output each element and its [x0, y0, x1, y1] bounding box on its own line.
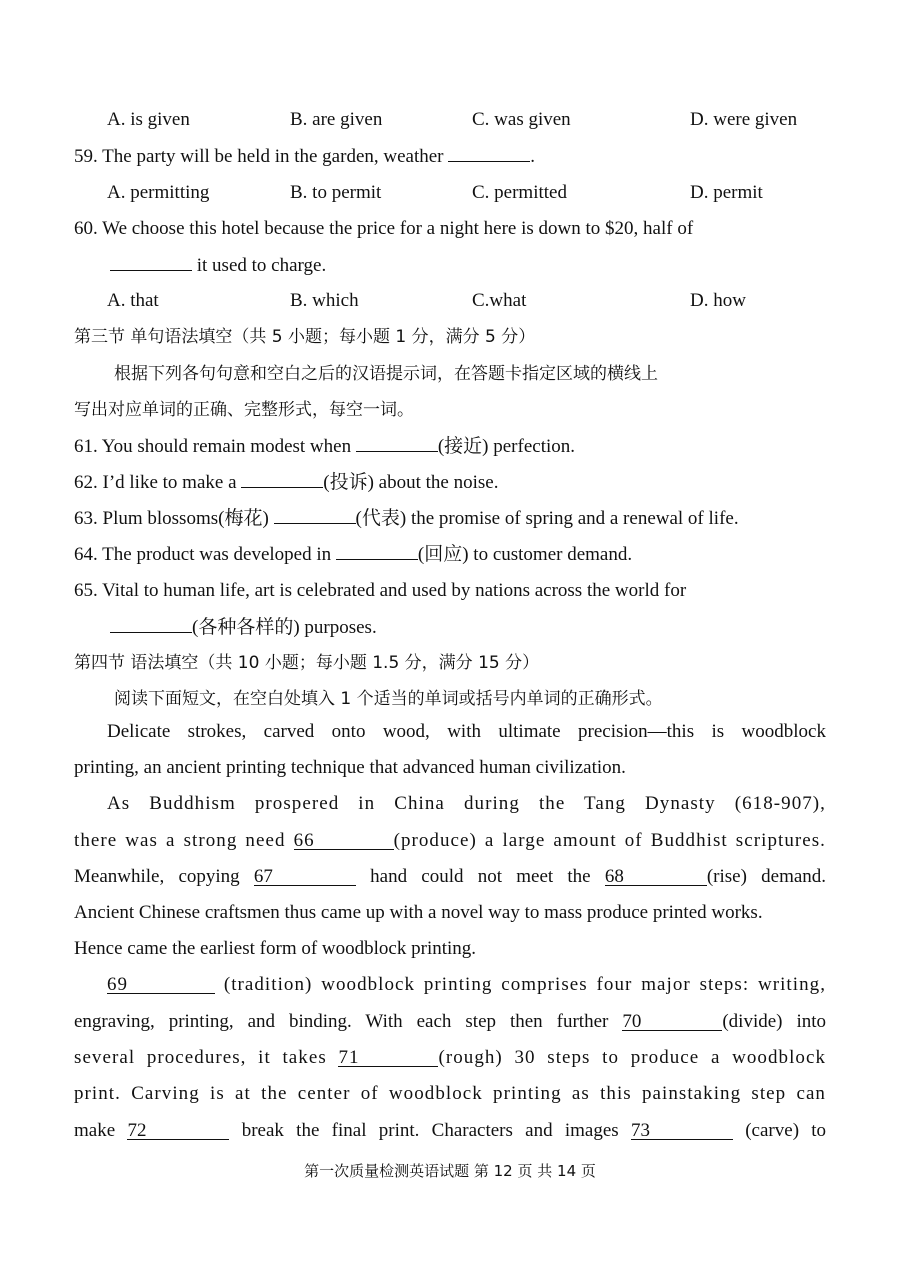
item-61-after: perfection. [488, 436, 575, 457]
q58-option-a: A. is given [107, 109, 190, 130]
item-61-hint: (接近) [437, 436, 489, 457]
q59-options [0, 178, 900, 208]
passage-p2-line3 [74, 862, 826, 892]
blank-70: 70 [622, 1010, 722, 1031]
blank-69: 69 [107, 973, 215, 994]
blank-68: 68 [605, 865, 707, 886]
page-footer: 第一次质量检测英语试题 第 12 页 共 14 页 [304, 1162, 596, 1180]
passage-p1-line2: printing, an ancient printing technique that advanced human civilization. [74, 757, 626, 778]
passage-p3-line1 [107, 970, 826, 1000]
q58-option-d: D. were given [690, 109, 798, 130]
passage-p3-line5-rest: (carve) to [745, 1120, 827, 1141]
q60-option-b: B. which [290, 290, 359, 311]
passage-p2-line2-rest: (produce) a large amount of Buddhist scriptures. [393, 830, 826, 851]
item-65-blank [110, 612, 192, 633]
q60-option-a: A. that [107, 290, 159, 311]
item-63-hint: (代表) [355, 508, 407, 529]
item-63-after: the promise of spring and a renewal of life. [406, 508, 739, 529]
q59-stem [74, 141, 826, 171]
item-62-blank [241, 467, 323, 488]
q59-stem-text: 59. The party will be held in the garden, weather [74, 146, 444, 167]
section3-instruction-line2: 写出对应单词的正确、完整形式，每空一词。 [74, 400, 414, 420]
q59-option-d: D. permit [690, 182, 763, 203]
section3-instruction-line1: 根据下列各句句意和空白之后的汉语提示词，在答题卡指定区域的横线上 [114, 364, 658, 384]
section3-heading: 第三节 单句语法填空（共 5 小题；每小题 1 分，满分 5 分） [74, 327, 536, 347]
item-61-blank [356, 431, 438, 452]
q59-blank [448, 141, 530, 162]
q59-option-b: B. to permit [290, 182, 382, 203]
item-63-blank [274, 503, 356, 524]
passage-p3-line2-text: engraving, printing, and binding. With each step then further [74, 1011, 609, 1032]
q58-option-c: C. was given [472, 109, 571, 130]
item-64 [74, 539, 826, 569]
passage-p2-line3-rest: (rise) demand. [706, 866, 827, 887]
blank-67: 67 [254, 865, 356, 886]
q59-option-c: C. permitted [472, 182, 567, 203]
passage-p2-line3-mid: hand could not meet the [370, 866, 591, 887]
passage-p2-line3-text: Meanwhile, copying [74, 866, 240, 887]
q58-option-b: B. are given [290, 109, 383, 130]
item-65-line1: 65. Vital to human life, art is celebrated and used by nations across the world for [74, 580, 687, 601]
q59-stem-end: . [530, 146, 535, 167]
item-65-line2 [110, 612, 826, 642]
passage-p3-line3-text: several procedures, it takes [74, 1047, 327, 1068]
q60-options [0, 286, 900, 316]
item-61-text: 61. You should remain modest when [74, 436, 352, 457]
item-62-hint: (投诉) [323, 472, 374, 493]
passage-p3-line4: print. Carving is at the center of woodblock printing as this painstaking step can [74, 1083, 826, 1104]
item-65-hint: (各种各样的) [192, 617, 300, 638]
item-64-text: 64. The product was developed in [74, 544, 332, 565]
passage-p2-line4: Ancient Chinese craftsmen thus came up with a novel way to mass produce printed works. [74, 902, 763, 923]
blank-66: 66 [294, 829, 394, 850]
item-62 [74, 467, 826, 497]
passage-p3-line3-rest: (rough) 30 steps to produce a woodblock [438, 1047, 826, 1068]
item-63-text: 63. Plum blossoms(梅花) [74, 508, 269, 529]
item-61 [74, 431, 826, 461]
passage-p2-line1: As Buddhism prospered in China during the Tang Dynasty (618-907), [107, 793, 826, 814]
q60-option-c: C.what [472, 290, 527, 311]
blank-72: 72 [127, 1119, 229, 1140]
item-64-blank [336, 539, 418, 560]
passage-p3-line5-mid: break the final print. Characters and images [241, 1120, 619, 1141]
passage-p3-line5 [74, 1116, 826, 1146]
passage-p3-line1-text: (tradition) woodblock printing comprises four major steps: writing, [223, 974, 826, 995]
passage-p2-line2 [74, 826, 826, 856]
passage-p2-line2-text: there was a strong need [74, 830, 286, 851]
section4-heading: 第四节 语法填空（共 10 小题；每小题 1.5 分，满分 15 分） [74, 653, 540, 673]
item-65-after: purposes. [299, 617, 377, 638]
passage-p2-line5: Hence came the earliest form of woodblock printing. [74, 938, 477, 959]
passage-p3-line2 [74, 1007, 826, 1037]
blank-73: 73 [631, 1119, 733, 1140]
q60-stem-line1: 60. We choose this hotel because the price for a night here is down to $20, half of [74, 218, 694, 239]
passage-p3-line2-rest: (divide) into [722, 1011, 827, 1032]
blank-71: 71 [338, 1046, 438, 1067]
passage-p1-line1: Delicate strokes, carved onto wood, with ultimate precision—this is woodblock [107, 721, 826, 742]
section4-instruction: 阅读下面短文，在空白处填入 1 个适当的单词或括号内单词的正确形式。 [114, 689, 663, 709]
q60-stem-line2 [110, 250, 826, 280]
q60-blank [110, 250, 192, 271]
q60-stem-line2-text: it used to charge. [196, 255, 327, 276]
passage-p3-line5-text: make [74, 1120, 116, 1141]
item-62-after: about the noise. [373, 472, 499, 493]
q59-option-a: A. permitting [107, 182, 210, 203]
item-64-after: to customer demand. [468, 544, 633, 565]
passage-p3-line3 [74, 1043, 826, 1073]
item-62-text: 62. I’d like to make a [74, 472, 237, 493]
item-63 [74, 503, 826, 533]
q60-option-d: D. how [690, 290, 746, 311]
q58-options [0, 105, 900, 135]
item-64-hint: (回应) [417, 544, 469, 565]
